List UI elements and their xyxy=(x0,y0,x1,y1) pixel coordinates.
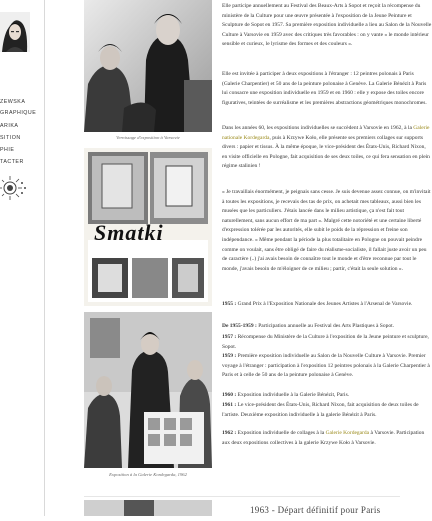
kordegarda-link[interactable]: Galerie nationale Kordegarda xyxy=(222,125,430,141)
paragraph-3 xyxy=(222,124,432,172)
chronology-1962 xyxy=(222,429,432,448)
chronology-year: 1960 : xyxy=(222,392,237,398)
exhibition-poster-photo[interactable] xyxy=(84,148,212,306)
chronology-text-end: à Varsovie. Participation aux deux expositions collectives à la galerie Krzywe Koło à Varsovie. xyxy=(222,430,425,446)
chronology-1955-1959 xyxy=(222,322,432,332)
photo-caption-1: Vernissage d'exposition à Varsovie xyxy=(116,135,180,140)
ornament-logo xyxy=(0,171,30,205)
vernissage-photo[interactable] xyxy=(84,0,212,132)
chronology-text: Première exposition individuelle au Salon de la Nouvelle Culture à Varsovie. Premier voyage à l'étranger : participation à l'exposition 12 peintres polonais à la Galerie Charpentier à Paris et à celle de 50 ans de la peinture polonaise à Genève. xyxy=(222,353,430,379)
sidebar xyxy=(0,0,45,516)
chronology-1961 xyxy=(222,401,432,420)
chronology-1955 xyxy=(222,300,432,310)
paragraph-4-quote: « Je travaillais énormément, je peignais sans cesse. Je suis devenue assez connue, on m'invitait à toutes les expositions, je recevais des tas de prix, on achetait mes tableaux, aussi bien les musées que les particuliers. J'étais lancée dans le milieu artistique, ça n'est fait tout naturellement, sans aucun effort de ma part ». Malgré cette notoriété et une certaine liberté d'expression tolérée par les autorités, elle subit le poids de la répression et freine son indépendance. « Même pendant la période la plus totalitaire en Pologne on pouvait peindre comme on voulait, sans être obligé de faire du réalisme-socialiste, il fallait juste avoir un peu de caractère (..) j'ai avais besoin de connaître tout le monde et d'être reconnue par tout le monde, j'avais besoin de m'éloigner de ce milieu ; partir, c'était la seule solution ». xyxy=(222,189,431,272)
chronology-year: 1962 : xyxy=(222,430,237,436)
chronology-text: Exposition individuelle de collages à la xyxy=(236,430,326,436)
nav-item-arika[interactable]: ARIKA xyxy=(0,123,19,129)
chronology-1959 xyxy=(222,352,432,381)
paragraph-3-end: , puis à Krzywe Koło, elle présente ses premiers collages sur supports divers : papier et tissus. À la même époque, le vice-président des États-Unis, Richard Nixon, en visite officielle en Pologne, fait acquisition de ses deux toiles, ce qui fera sensation en plein régime stalinien ! xyxy=(222,134,430,170)
photo-column xyxy=(84,0,212,516)
section-divider xyxy=(84,496,400,497)
chronology-year: 1961 : xyxy=(222,402,237,408)
nav-item-sition[interactable]: SITION xyxy=(0,135,21,141)
nav-item-phie[interactable]: PHIE xyxy=(0,147,15,153)
chronology-year: 1955 : xyxy=(222,301,237,307)
nav-item-tacter[interactable]: TACTER xyxy=(0,159,24,165)
paragraph-1: Elle participe annuellement au Festival des Beaux-Arts à Sopot et reçoit la récompense du ministère de la Culture pour une œuvre présentée à l'exposition de la Jeune Peinture et Sculpture de Sopot en 1957. Sa première exposition individuelle a lieu au Salon de la Nouvelle Culture à Varsovie en 1959 avec des critiques très favorables : on y vante « le monde intérieur sensible et curieux, le lyrisme des formes et des couleurs ». xyxy=(222,3,432,48)
chronology-year: 1957 : xyxy=(222,334,237,340)
avatar[interactable] xyxy=(0,12,30,52)
paragraph-3-start: Dans les années 60, les expositions individuelles se succèdent à Varsovie en 1962, à la xyxy=(222,125,414,131)
chronology-1960 xyxy=(222,391,432,401)
chronology-year: De 1955-1959 : xyxy=(222,323,257,329)
galerie-kordegarda-link[interactable]: Galerie Kordegarda xyxy=(325,430,370,436)
chronology-text: Le vice-président des États-Unis, Richard Nixon, fait acquisition de deux toiles de l'artiste. Deuxième exposition individuelle à la galerie Bénézit à Paris. xyxy=(222,402,419,418)
nav-item-graphique[interactable]: GRAPHIQUE xyxy=(0,110,37,116)
photo-caption-2: Exposition à la Galerie Kordegarda, 1962 xyxy=(109,472,187,477)
chronology-text: Grand Prix à l'Exposition Nationale des Jeunes Artistes à l'Arsenal de Varsovie. xyxy=(236,301,413,307)
section-title: 1963 - Départ définitif pour Paris xyxy=(250,505,381,515)
nav-item-zewska[interactable]: ZEWSKA xyxy=(0,99,26,105)
chronology-1957 xyxy=(222,333,432,352)
paragraph-2: Elle est invitée à participer à deux expositions à l'étranger : 12 peintres polonais à Paris (Galerie Charpentier) et 50 ans de la peinture polonaise à Genève. La Galerie Bénézit à Paris lui consacre une exposition individuelle en 1959 et en 1960 : elle y expose des toiles encore figuratives, teintées de surréalisme et les premières abstractions géométriques monochromes. xyxy=(222,71,427,106)
chronology-text: Participation annuelle au Festival des Arts Plastiques à Sopot. xyxy=(256,323,395,329)
chronology-text: Exposition individuelle à la Galerie Bénézit, Paris. xyxy=(236,392,350,398)
chronology-text: Récompense du Ministère de la Culture à l'exposition de la Jeune peinture et sculpture, Sopot. xyxy=(222,334,429,350)
chronology-year: 1959 : xyxy=(222,353,237,359)
poster-title: Smatki xyxy=(94,220,164,245)
kordegarda-photo[interactable] xyxy=(84,312,212,468)
next-section-photo[interactable] xyxy=(84,500,212,516)
biography-text xyxy=(222,0,432,506)
